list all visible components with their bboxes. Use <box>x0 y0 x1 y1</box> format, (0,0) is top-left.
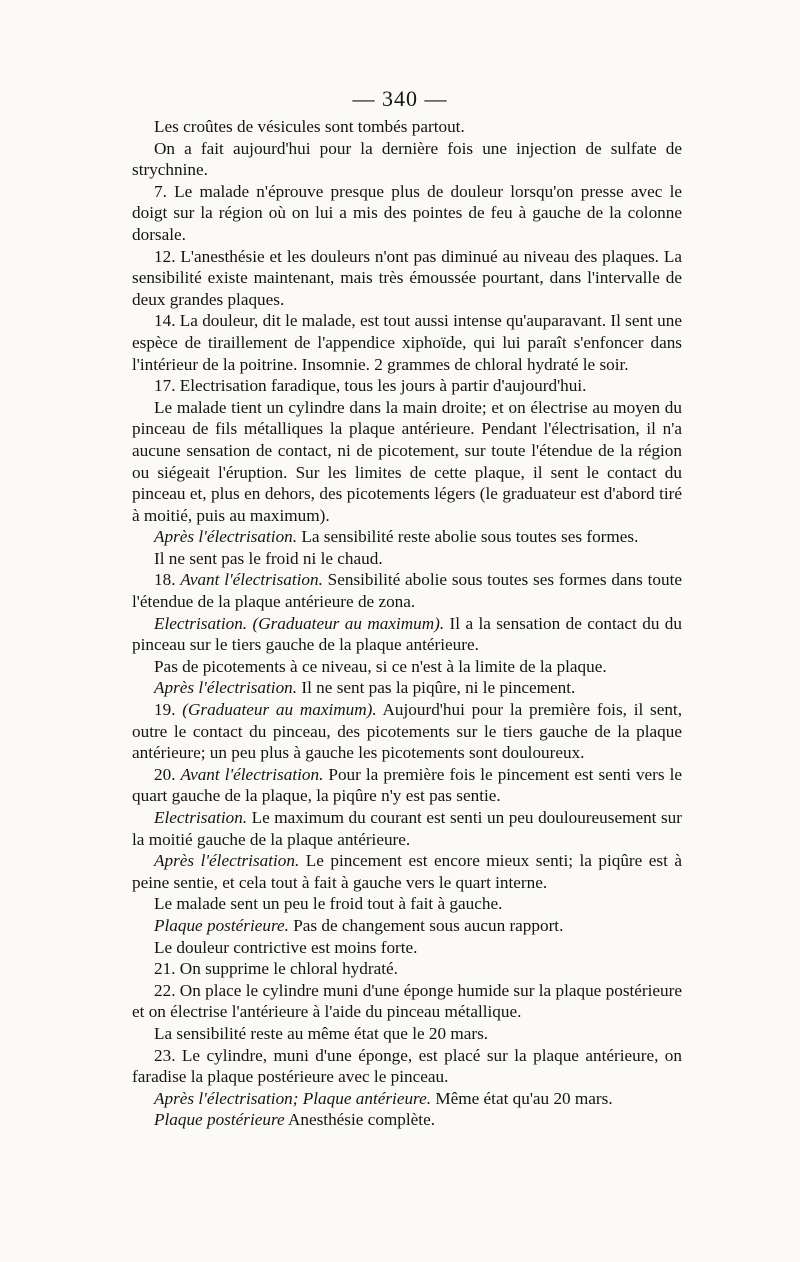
paragraph <box>132 375 682 397</box>
text-run: Le maximum du courant est senti un peu douloureusement sur la moitié gauche de la plaque antérieure. <box>132 808 682 849</box>
text-run: Le douleur contrictive est moins forte. <box>154 937 418 957</box>
page-body <box>132 116 682 1131</box>
text-run: 7. Le malade n'éprouve presque plus de douleur lorsqu'on presse avec le doigt sur la région où on lui a mis des pointes de feu à gauche de la colonne dorsale. <box>132 181 682 244</box>
text-run: Le pincement est encore mieux senti; la piqûre est à peine sentie, et cela tout à fait à gauche vers le quart interne. <box>132 851 682 892</box>
paragraph <box>132 548 682 570</box>
text-run: Il a la sensation de contact du du pinceau sur le tiers gauche de la plaque antérieure. <box>132 613 682 655</box>
paragraph <box>132 1088 682 1110</box>
paragraph <box>132 138 682 181</box>
text-run: 17. Electrisation faradique, tous les jours à partir d'aujourd'hui. <box>154 376 587 396</box>
text-run: Même état qu'au 20 mars. <box>431 1088 613 1108</box>
page-number: — 340 — <box>352 86 448 111</box>
italic-text: Electrisation. (Graduateur au maximum). <box>154 613 445 633</box>
paragraph <box>132 397 682 527</box>
text-run: Pas de picotements à ce niveau, si ce n'est à la limite de la plaque. <box>154 656 607 676</box>
text-run: Le malade sent un peu le froid tout à fait à gauche. <box>154 894 503 914</box>
text-run: 12. L'anesthésie et les douleurs n'ont pas diminué au niveau des plaques. La sensibilité existe maintenant, mais très émoussée pourtant, dans l'intervalle de deux grandes plaques. <box>132 246 682 309</box>
italic-text: Après l'électrisation. <box>154 527 298 547</box>
italic-text: Plaque postérieure. <box>154 915 289 935</box>
italic-text: Electrisation. <box>154 808 248 827</box>
italic-text: Avant l'électrisation. <box>180 764 324 784</box>
italic-text: Avant l'électrisation. <box>180 570 323 590</box>
text-run: La sensibilité reste au même état que le 20 mars. <box>154 1023 489 1043</box>
text-run: Il ne sent pas le froid ni le chaud. <box>154 548 383 568</box>
paragraph <box>132 893 682 915</box>
text-run: 21. On supprime le chloral hydraté. <box>154 959 398 979</box>
italic-text: Plaque postérieure <box>154 1110 285 1130</box>
paragraph <box>132 526 682 548</box>
text-run: 23. Le cylindre, muni d'une éponge, est placé sur la plaque antérieure, on faradise la plaque postérieure avec le pinceau. <box>132 1045 682 1087</box>
text-run: 20. <box>154 764 181 784</box>
text-run: 19. <box>154 700 183 720</box>
text-run: La sensibilité reste abolie sous toutes ses formes. <box>297 527 639 547</box>
text-run: Le malade tient un cylindre dans la main droite; et on électrise au moyen du pinceau de fils métalliques la plaque antérieure. Pendant l'électrisation, il n'a aucune sensation de contact, ni de picotement, sur toute l'étendue de la région ou siégeait l'éruption. Sur les limites de cette plaque, il sent le contact du pinceau et, plus en dehors, des picotements légers (le graduateur est d'abord tiré à moitié, puis au maximum). <box>132 397 682 525</box>
italic-text: (Graduateur au maximum). <box>182 700 377 720</box>
text-run: On a fait aujourd'hui pour la dernière fois une injection de sulfate de strychnine. <box>132 138 682 180</box>
paragraph <box>132 699 682 764</box>
italic-text: Après l'électrisation. <box>154 678 298 698</box>
paragraph <box>132 915 682 937</box>
paragraph <box>132 980 682 1023</box>
paragraph <box>132 613 682 656</box>
paragraph <box>132 181 682 246</box>
paragraph <box>132 764 682 807</box>
text-run: Les croûtes de vésicules sont tombés partout. <box>154 117 465 136</box>
paragraph <box>132 246 682 311</box>
text-run: Il ne sent pas la piqûre, ni le pincement. <box>297 678 576 698</box>
italic-text: Après l'électrisation. <box>154 851 300 871</box>
paragraph <box>132 116 682 138</box>
paragraph <box>132 310 682 375</box>
text-run: 22. On place le cylindre muni d'une éponge humide sur la plaque postérieure et on électrise l'antérieure à l'aide du pinceau métallique. <box>132 980 682 1022</box>
italic-text: Après l'électrisation; Plaque antérieure. <box>154 1088 432 1108</box>
paragraph <box>132 958 682 980</box>
paragraph <box>132 807 682 850</box>
text-run: Pas de changement sous aucun rapport. <box>288 915 564 935</box>
paragraph <box>132 656 682 678</box>
paragraph <box>132 1023 682 1045</box>
text-run: Sensibilité abolie sous toutes ses formes dans toute l'étendue de la plaque antérieure de zona. <box>132 570 683 612</box>
paragraph <box>132 677 682 699</box>
text-run: Aujourd'hui pour la première fois, il sent, outre le contact du pinceau, des picotements sur le tiers gauche de la plaque antérieure; un peu plus à gauche les picotements sont douloureux. <box>132 700 682 763</box>
paragraph <box>132 850 682 893</box>
paragraph <box>132 1045 682 1088</box>
paragraph <box>132 1109 682 1131</box>
text-run: Pour la première fois le pincement est senti vers le quart gauche de la plaque, la piqûre n'y est pas sentie. <box>132 764 683 806</box>
text-run: 14. La douleur, dit le malade, est tout aussi intense qu'auparavant. Il sent une espèce de tiraillement de l'appendice xiphoïde, qui lui paraît s'enfoncer dans l'intérieur de la poitrine. Insomnie. 2 grammes de chloral hydraté le soir. <box>132 311 682 374</box>
paragraph <box>132 937 682 959</box>
paragraph <box>132 569 682 612</box>
text-run: 18. <box>154 570 181 590</box>
text-run: Anesthésie complète. <box>284 1110 435 1130</box>
